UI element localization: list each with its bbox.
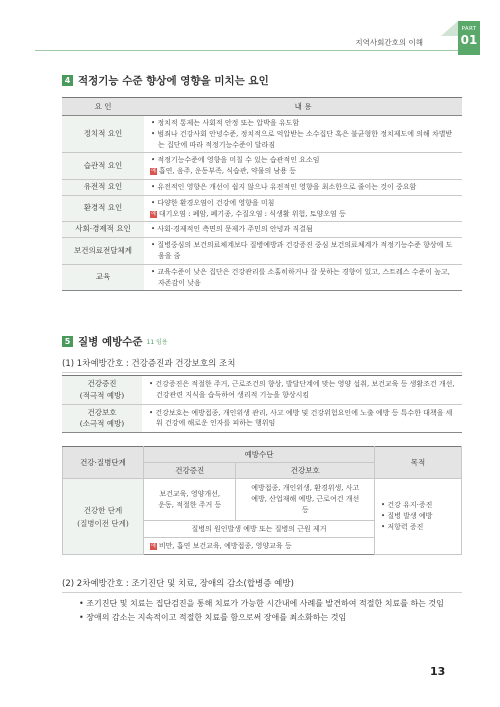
- content-cell: [144, 222, 462, 238]
- stage-line: (질병이전 단계): [77, 518, 129, 528]
- header-protection: 건강보호: [236, 463, 375, 479]
- secondary-bullets: [78, 597, 464, 625]
- table-row: [62, 116, 462, 153]
- promotion-cell: 보건교육, 영양개선, 운동, 적절한 주거 등: [144, 479, 236, 521]
- key-line: 건강보호: [87, 407, 117, 417]
- content-line: • 적정기능수준에 영향을 미칠 수 있는 습관적인 요소임: [151, 156, 320, 165]
- factor-cell: 습관적 요인: [62, 153, 144, 180]
- example-text: 대기오염 : 폐암, 폐기종, 수질오염 : 식생활 위험, 토양오염 등: [158, 209, 346, 218]
- part-badge: [458, 21, 480, 55]
- goal-line: • 건강 유지·증진: [381, 501, 433, 509]
- factors-table: [62, 97, 462, 291]
- factor-cell: 환경적 요인: [62, 195, 144, 222]
- section-4-heading: [62, 73, 269, 88]
- factor-cell: 사회·경제적 요인: [62, 222, 144, 238]
- key-cell: [62, 376, 142, 405]
- section-5-title: 질병 예방수준: [78, 336, 143, 348]
- key-line: (소극적 예방): [79, 419, 125, 429]
- table-row: [62, 238, 462, 265]
- content-cell: [144, 238, 462, 265]
- content-cell: [144, 116, 462, 153]
- factors-table-header: [62, 98, 462, 116]
- content-line: • 범죄나 건강사회 안녕수준, 정치적으로 억압받는 소수집단 혹은 불균형한 정치제도에 의해 차별받는 집단에 따라 적정기능수준이 달라짐: [151, 129, 453, 149]
- example-cell: [144, 538, 375, 555]
- goal-line: • 질병 발생 예방: [381, 512, 433, 520]
- table-row: [63, 479, 462, 521]
- stage-cell: [63, 479, 144, 555]
- section-5-heading: [62, 334, 168, 349]
- prevention-level-table: [62, 446, 462, 555]
- section-4-title: 적정기능 수준 향상에 영향을 미치는 요인: [78, 75, 269, 87]
- header-stage: 건강·질병단계: [63, 447, 144, 479]
- protection-cell: 예방접종, 개인위생, 환경위생, 사고예방, 산업재해 예방, 근로여건 개선 등: [236, 479, 375, 521]
- example-badge: 예: [151, 168, 156, 175]
- subsection-2-title: (2) 2차예방간호 : 조기진단 및 치료, 장애의 감소(합병증 예방): [62, 577, 462, 593]
- factor-cell: 교육: [62, 264, 144, 291]
- example-text: 흡연, 음주, 운동부족, 식습관, 약물의 남용 등: [158, 167, 297, 176]
- content-line: • 다양한 환경오염이 건강에 영향을 미침: [151, 198, 275, 207]
- table-row: [62, 264, 462, 291]
- cause-cell: 질병의 원인발생 예방 또는 질병의 근원 제거: [144, 521, 375, 538]
- section-5-number: 5: [62, 336, 73, 347]
- table-row: [62, 404, 462, 433]
- bullet-item: • 장애의 감소는 지속적이고 적절한 치료를 함으로써 장애를 최소화하는 것임: [79, 613, 347, 622]
- value-text: • 건강증진은 적절한 주거, 근로조건의 향상, 발달단계에 맞는 영양 섭취, 보건교육 등 생활조건 개선, 건강관련 지식을 습득하여 생리적 기능을 향상시킴: [149, 380, 455, 399]
- part-number: 01: [460, 33, 478, 47]
- value-text: • 건강보호는 예방접종, 개인위생 관리, 사고 예방 및 건강위험요인에 노출 예방 등 특수한 대책을 세워 건강에 해로운 인자를 피하는 행위임: [149, 408, 453, 428]
- section-4-number: 4: [62, 75, 73, 86]
- content-cell: [144, 264, 462, 291]
- table-row: [62, 222, 462, 238]
- page-corner-fold: [441, 21, 458, 36]
- stage-line: 건강한 단계: [83, 505, 123, 515]
- content-line: • 유전적인 영향은 개선이 쉽지 않으나 유전적인 영향을 최소한으로 줄이는 것이 중요함: [151, 182, 417, 191]
- header-content: 내 용: [144, 98, 462, 116]
- running-header: [35, 36, 461, 51]
- factor-cell: 정치적 요인: [62, 116, 144, 153]
- content-cell: [144, 179, 462, 195]
- content-line: • 질병중심의 보건의료체계보다 질병예방과 건강증진 중심 보건의료체계가 적정기능수준 향상에 도움을 줌: [151, 241, 453, 260]
- header-title: 지역사회간호의 이해: [355, 38, 423, 47]
- goal-line: • 저항력 증진: [381, 523, 424, 531]
- table-header-row: [63, 447, 462, 463]
- example-badge: 예: [151, 210, 156, 217]
- value-cell: [142, 376, 462, 405]
- table-row: [62, 179, 462, 195]
- header-means: 예방수단: [144, 447, 375, 463]
- table-row: [62, 195, 462, 222]
- header-goal: 목적: [375, 447, 462, 479]
- content-line: • 사회·경제적인 측면의 문제가 주민의 안녕과 직결됨: [151, 225, 313, 234]
- content-line: • 교육수준이 낮은 집단은 건강관리를 소홀히하거나 잘 못하는 경향이 있고, 스트레스 수준이 높고, 자존감이 낮음: [151, 267, 450, 287]
- header-promotion: 건강증진: [144, 463, 236, 479]
- goal-cell: [375, 479, 462, 555]
- key-line: 건강증진: [87, 379, 117, 389]
- subsection-1-title: (1) 1차예방간호 : 건강증진과 건강보호의 조치: [62, 357, 462, 373]
- primary-prevention-table: [62, 375, 462, 433]
- table-row: [62, 153, 462, 180]
- content-cell: [144, 153, 462, 180]
- part-label: PART: [461, 26, 477, 32]
- example-text: 비만, 흡연 보건교육, 예방접종, 영양교육 등: [158, 541, 292, 550]
- header-factor: 요 인: [62, 98, 144, 116]
- factor-cell: 유전적 요인: [62, 179, 144, 195]
- page-number: 13: [430, 665, 446, 678]
- content-cell: [144, 195, 462, 222]
- content-line: • 정치적 통제는 사회적 안정 또는 압박을 유도함: [151, 119, 300, 127]
- factor-cell: 보건의료전달체계: [62, 238, 144, 265]
- example-badge: 예: [151, 542, 156, 549]
- bullet-item: • 조기진단 및 치료는 집단검진을 통해 치료가 가능한 시간내에 사례를 발견하여 적절한 치료를 하는 것임: [79, 599, 444, 608]
- value-cell: [142, 404, 462, 433]
- table-row: [62, 376, 462, 405]
- exam-tag: 11 임용: [146, 339, 168, 346]
- key-line: (적극적 예방): [79, 390, 125, 400]
- key-cell: [62, 404, 142, 433]
